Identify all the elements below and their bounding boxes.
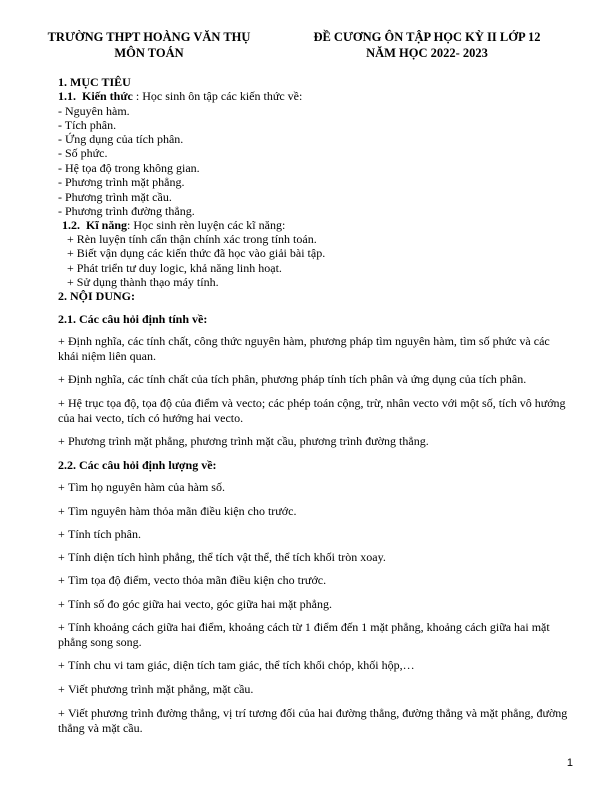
skill-item: + Biết vận dụng các kiến thức đã học vào giải bài tập. [67, 246, 326, 260]
knowledge-heading [58, 89, 302, 103]
qualitative-item: + Phương trình mặt phẳng, phương trình mặt cầu, phương trình đường thẳng. [58, 434, 429, 448]
skill-item: + Sử dụng thành thạo máy tính. [67, 275, 219, 289]
quantitative-item: + Tìm nguyên hàm thỏa mãn điều kiện cho trước. [58, 504, 297, 518]
quantitative-item: + Tìm tọa độ điểm, vecto thỏa mãn điều kiện cho trước. [58, 573, 327, 587]
knowledge-label: Kiến thức [82, 89, 133, 103]
document-title: ĐỀ CƯƠNG ÔN TẬP HỌC KỲ II LỚP 12 [313, 30, 541, 44]
knowledge-item: - Phương trình đường thẳng. [58, 204, 195, 218]
qualitative-item: + Định nghĩa, các tính chất của tích phân, phương pháp tính tích phân và ứng dụng của tích phân. [58, 372, 527, 386]
knowledge-item: - Hệ tọa độ trong không gian. [58, 161, 200, 175]
qualitative-title: 2.1. Các câu hỏi định tính về: [58, 312, 208, 326]
section-1-title: 1. MỤC TIÊU [58, 75, 131, 89]
skill-item: + Phát triển tư duy logic, khả năng linh hoạt. [67, 261, 282, 275]
knowledge-item: - Ứng dụng của tích phân. [58, 132, 184, 146]
skill-item: + Rèn luyện tính cẩn thận chính xác trong tính toán. [67, 232, 317, 246]
quantitative-item: + Tính số đo góc giữa hai vecto, góc giữa hai mặt phẳng. [58, 597, 332, 611]
subject-name: MÔN TOÁN [114, 46, 184, 60]
quantitative-item: + Tính tích phân. [58, 527, 141, 541]
quantitative-title: 2.2. Các câu hỏi định lượng về: [58, 458, 217, 472]
qualitative-item: + Hệ trục tọa độ, tọa độ của điểm và vecto; các phép toán cộng, trừ, nhân vecto với một số, tích vô hướng của hai vecto, tích có hướng hai vecto. [58, 396, 566, 425]
school-name: TRƯỜNG THPT HOÀNG VĂN THỤ [47, 30, 251, 44]
quantitative-item: + Tính khoảng cách giữa hai điểm, khoảng cách từ 1 điểm đến 1 mặt phẳng, khoảng cách giữa hai mặt phẳng song song. [58, 620, 550, 649]
quantitative-item: + Viết phương trình đường thẳng, vị trí tương đối của hai đường thẳng, đường thẳng và mặt phẳng, đường thẳng và mặt cầu. [58, 706, 568, 735]
quantitative-item: + Tính diện tích hình phẳng, thể tích vật thể, thể tích khối tròn xoay. [58, 550, 386, 564]
page-number: 1 [566, 757, 573, 769]
skills-label: Kĩ năng [86, 218, 128, 232]
quantitative-item: + Viết phương trình mặt phẳng, mặt cầu. [58, 682, 254, 696]
school-year: NĂM HỌC 2022- 2023 [366, 46, 488, 60]
knowledge-item: - Tích phân. [58, 118, 117, 132]
qualitative-item: + Định nghĩa, các tính chất, công thức nguyên hàm, phương pháp tìm nguyên hàm, tìm số phức và các khái niệm liên quan. [58, 334, 550, 363]
skills-number: 1.2. [62, 218, 80, 232]
knowledge-item: - Nguyên hàm. [58, 104, 130, 118]
section-2-title: 2. NỘI DUNG: [58, 289, 135, 303]
knowledge-number: 1.1. [58, 89, 76, 103]
knowledge-item: - Phương trình mặt cầu. [58, 190, 172, 204]
knowledge-item: - Phương trình mặt phẳng. [58, 175, 185, 189]
knowledge-item: - Số phức. [58, 146, 108, 160]
skills-intro: : Học sinh rèn luyện các kĩ năng: [127, 218, 286, 232]
quantitative-item: + Tính chu vi tam giác, diện tích tam giác, thể tích khối chóp, khối hộp,… [58, 658, 415, 672]
quantitative-item: + Tìm họ nguyên hàm của hàm số. [58, 480, 225, 494]
skills-heading [62, 218, 285, 232]
knowledge-intro: : Học sinh ôn tập các kiến thức về: [135, 89, 303, 103]
